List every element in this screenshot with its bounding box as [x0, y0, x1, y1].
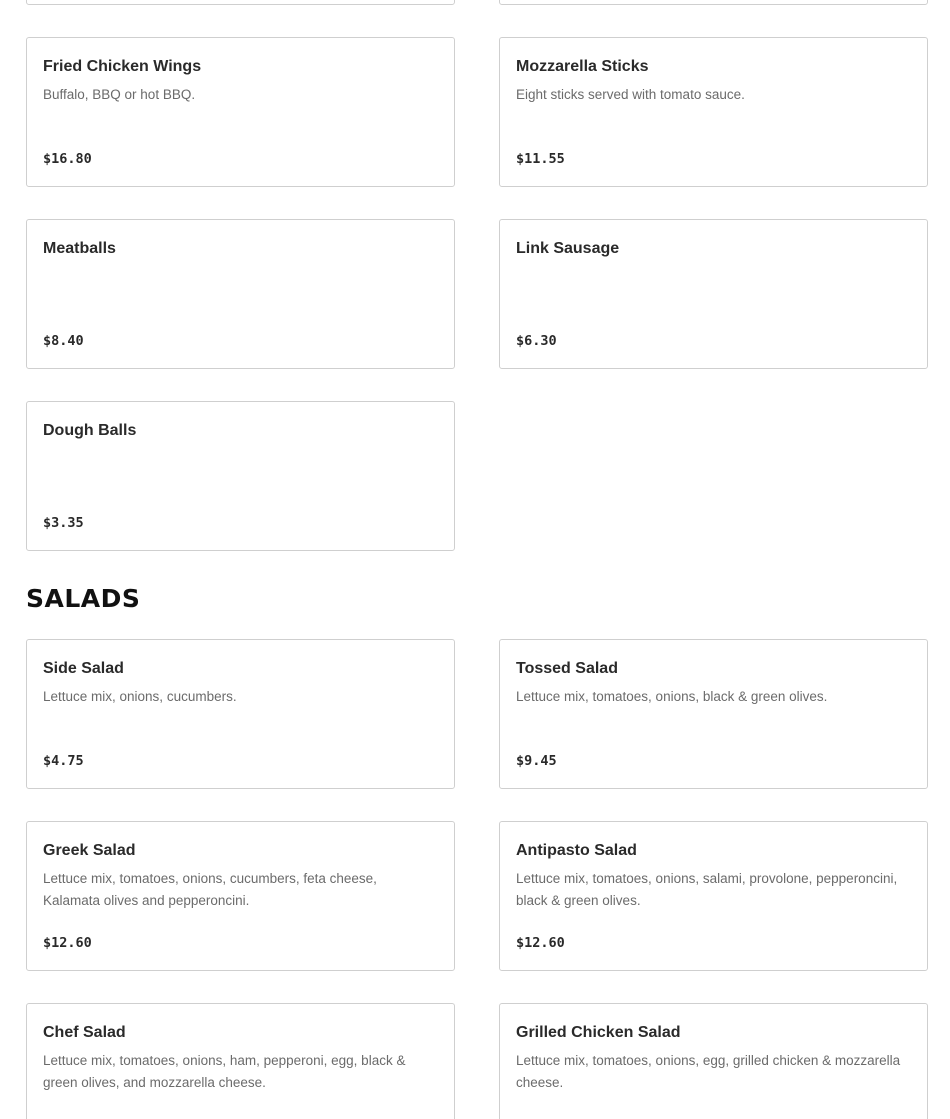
menu-item-description: Eight sticks served with tomato sauce. [516, 87, 745, 102]
menu-item-name: Side Salad [43, 660, 124, 677]
menu-item-name: Antipasto Salad [516, 842, 637, 859]
menu-item-card[interactable] [499, 0, 928, 5]
menu-item-card[interactable] [499, 1003, 928, 1119]
menu-item-price: $11.55 [516, 151, 565, 167]
menu-item-card[interactable] [499, 821, 928, 971]
menu-item-price: $16.80 [43, 151, 92, 167]
menu-item-card[interactable] [26, 821, 455, 971]
menu-item-price: $12.60 [43, 935, 92, 951]
menu-item-description: Buffalo, BBQ or hot BBQ. [43, 87, 196, 102]
menu-item-card[interactable] [499, 37, 928, 187]
menu-item-card[interactable] [499, 219, 928, 369]
menu-item-name: Greek Salad [43, 842, 136, 859]
menu-item-description: Lettuce mix, tomatoes, onions, black & green olives. [516, 689, 828, 704]
menu-item-price: $9.45 [516, 753, 557, 769]
menu-item-card[interactable] [26, 401, 455, 551]
section-title-salads: SALADS [26, 584, 141, 613]
menu-item-price: $6.30 [516, 333, 557, 349]
menu-item-price: $12.60 [516, 935, 565, 951]
menu-item-card[interactable] [26, 1003, 455, 1119]
menu-item-price: $8.40 [43, 333, 84, 349]
menu-item-description: Lettuce mix, tomatoes, onions, egg, grilled chicken & mozzarella cheese. [516, 1053, 901, 1090]
menu-item-description: Lettuce mix, tomatoes, onions, ham, pepperoni, egg, black & green olives, and mozzarella cheese. [43, 1053, 406, 1090]
menu-item-price: $3.35 [43, 515, 84, 531]
menu-item-card[interactable] [26, 0, 455, 5]
menu-item-description: Lettuce mix, tomatoes, onions, salami, provolone, pepperoncini, black & green olives. [516, 871, 898, 908]
menu-item-name: Dough Balls [43, 422, 137, 439]
menu-item-description: Lettuce mix, tomatoes, onions, cucumbers, feta cheese, Kalamata olives and pepperoncini. [43, 871, 377, 908]
menu-item-description: Lettuce mix, onions, cucumbers. [43, 689, 237, 704]
menu-item-card[interactable] [499, 639, 928, 789]
menu-item-name: Link Sausage [516, 240, 620, 257]
menu-item-name: Tossed Salad [516, 660, 618, 677]
menu-item-name: Mozzarella Sticks [516, 58, 649, 75]
menu-item-card[interactable] [26, 639, 455, 789]
menu-item-card[interactable] [26, 219, 455, 369]
menu-item-price: $4.75 [43, 753, 84, 769]
menu-item-name: Fried Chicken Wings [43, 58, 202, 75]
menu-item-name: Chef Salad [43, 1024, 126, 1041]
menu-item-name: Meatballs [43, 240, 116, 257]
menu-item-name: Grilled Chicken Salad [516, 1024, 681, 1041]
menu-item-card[interactable] [26, 37, 455, 187]
